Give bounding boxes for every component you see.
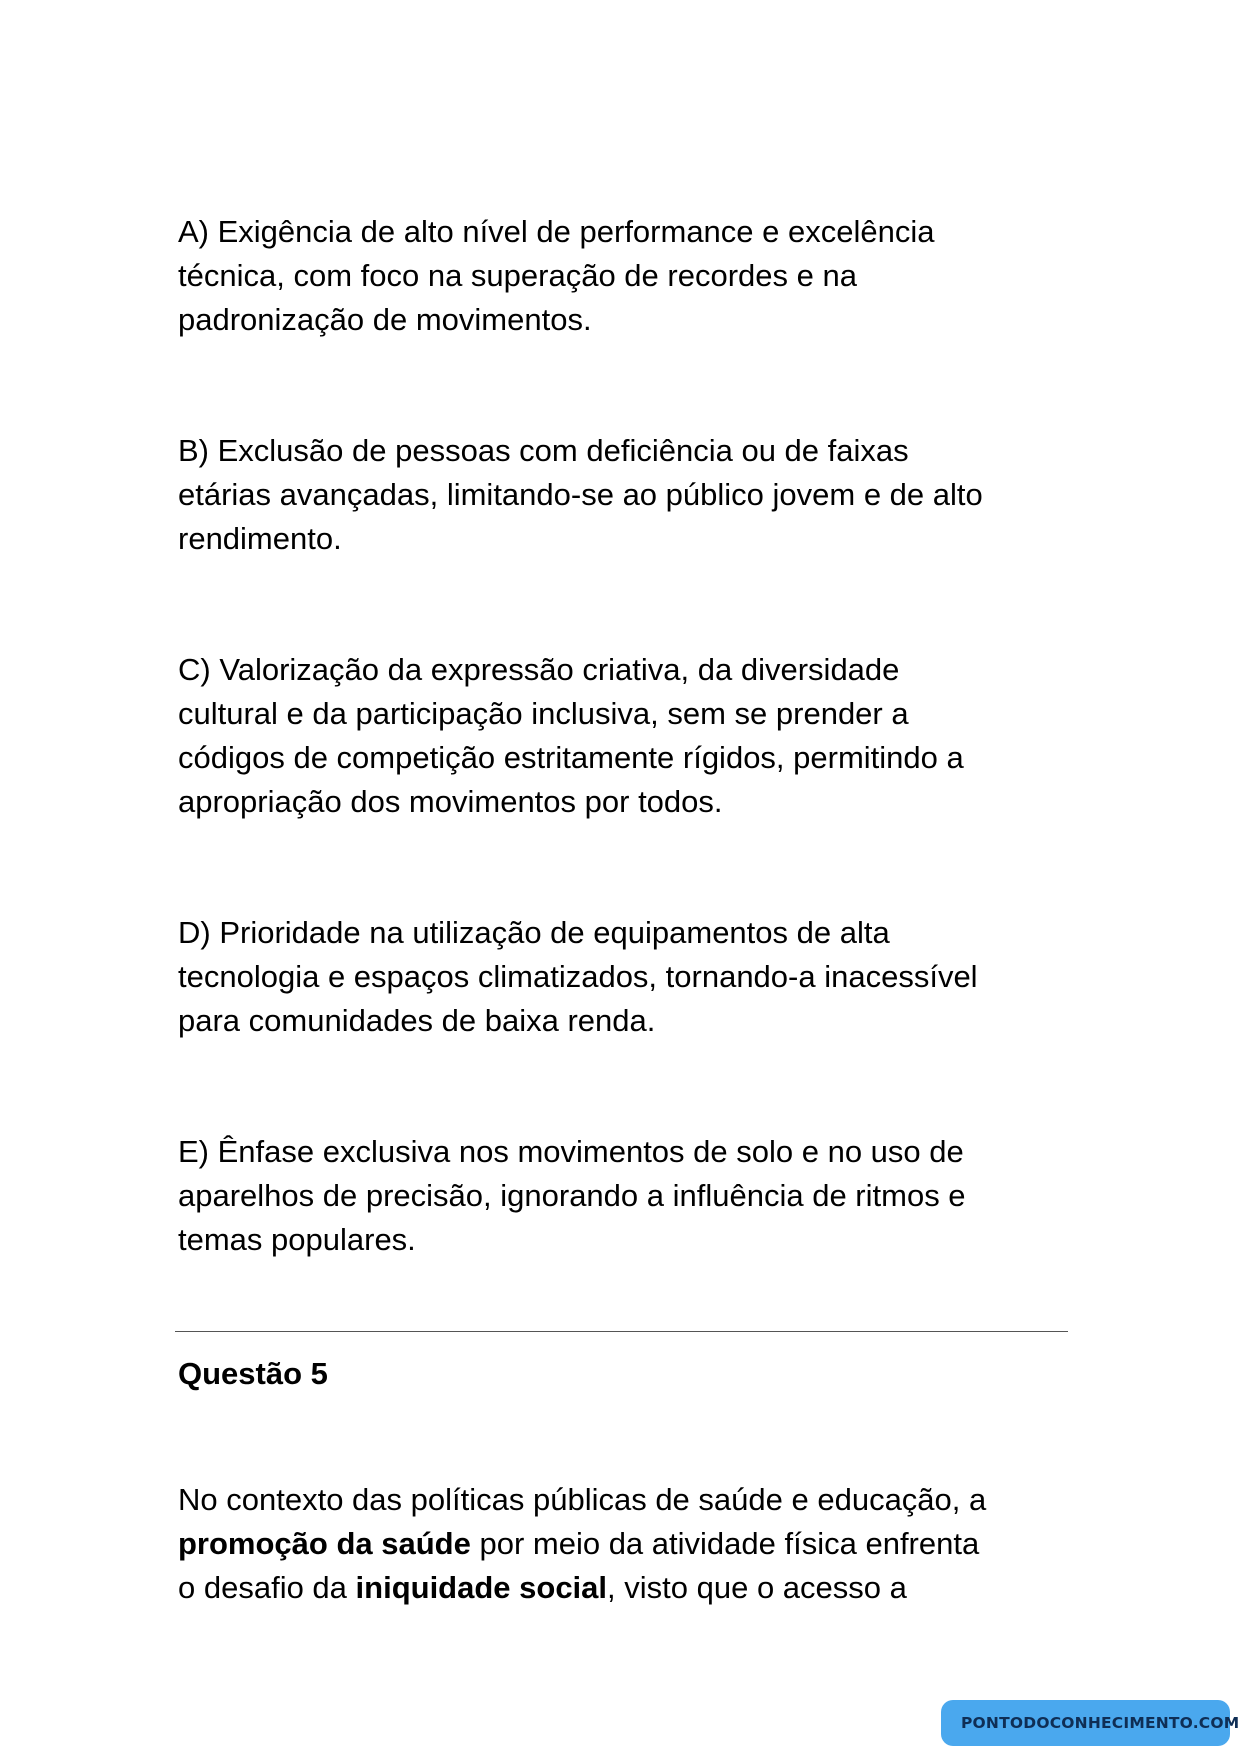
option-c-line-3: códigos de competição estritamente rígidos, permitindo a (178, 740, 964, 775)
option-c-line-1: C) Valorização da expressão criativa, da diversidade (178, 652, 900, 687)
option-d-line-1: D) Prioridade na utilização de equipamentos de alta (178, 915, 890, 950)
question-line-3-start: o desafio da (178, 1570, 356, 1605)
question-line-2-rest: por meio da atividade física enfrenta (470, 1526, 980, 1561)
option-b (178, 429, 1078, 561)
brand-badge[interactable] (941, 1700, 1240, 1746)
option-c-line-4: apropriação dos movimentos por todos. (178, 784, 723, 819)
option-b-line-1: B) Exclusão de pessoas com deficiência ou de faixas (178, 433, 909, 468)
option-e-line-2: aparelhos de precisão, ignorando a influência de ritmos e (178, 1178, 966, 1213)
question-line-3-rest: , visto que o acesso a (607, 1570, 907, 1605)
question-bold-term-2: iniquidade social (355, 1570, 608, 1605)
question-text (178, 1478, 1078, 1610)
section-divider (175, 1331, 1068, 1332)
option-d-line-3: para comunidades de baixa renda. (178, 1003, 656, 1038)
option-c-line-2: cultural e da participação inclusiva, sem se prender a (178, 696, 909, 731)
option-e (178, 1130, 1078, 1262)
brand-text: PONTODOCONHECIMENTO.COM (961, 1714, 1240, 1732)
option-b-line-2: etárias avançadas, limitando-se ao público jovem e de alto (178, 477, 983, 512)
option-a (178, 210, 1078, 342)
question-line-1: No contexto das políticas públicas de saúde e educação, a (178, 1482, 987, 1517)
option-a-line-2: técnica, com foco na superação de recordes e na (178, 258, 857, 293)
option-d (178, 911, 1078, 1043)
option-a-line-1: A) Exigência de alto nível de performance e excelência (178, 214, 935, 249)
option-a-line-3: padronização de movimentos. (178, 302, 592, 337)
option-b-line-3: rendimento. (178, 521, 342, 556)
option-c (178, 648, 1078, 824)
question-bold-term-1: promoção da saúde (178, 1526, 471, 1561)
question-title: Questão 5 (178, 1356, 328, 1391)
option-e-line-1: E) Ênfase exclusiva nos movimentos de solo e no uso de (178, 1134, 964, 1169)
option-e-line-3: temas populares. (178, 1222, 416, 1257)
option-d-line-2: tecnologia e espaços climatizados, tornando-a inacessível (178, 959, 978, 994)
